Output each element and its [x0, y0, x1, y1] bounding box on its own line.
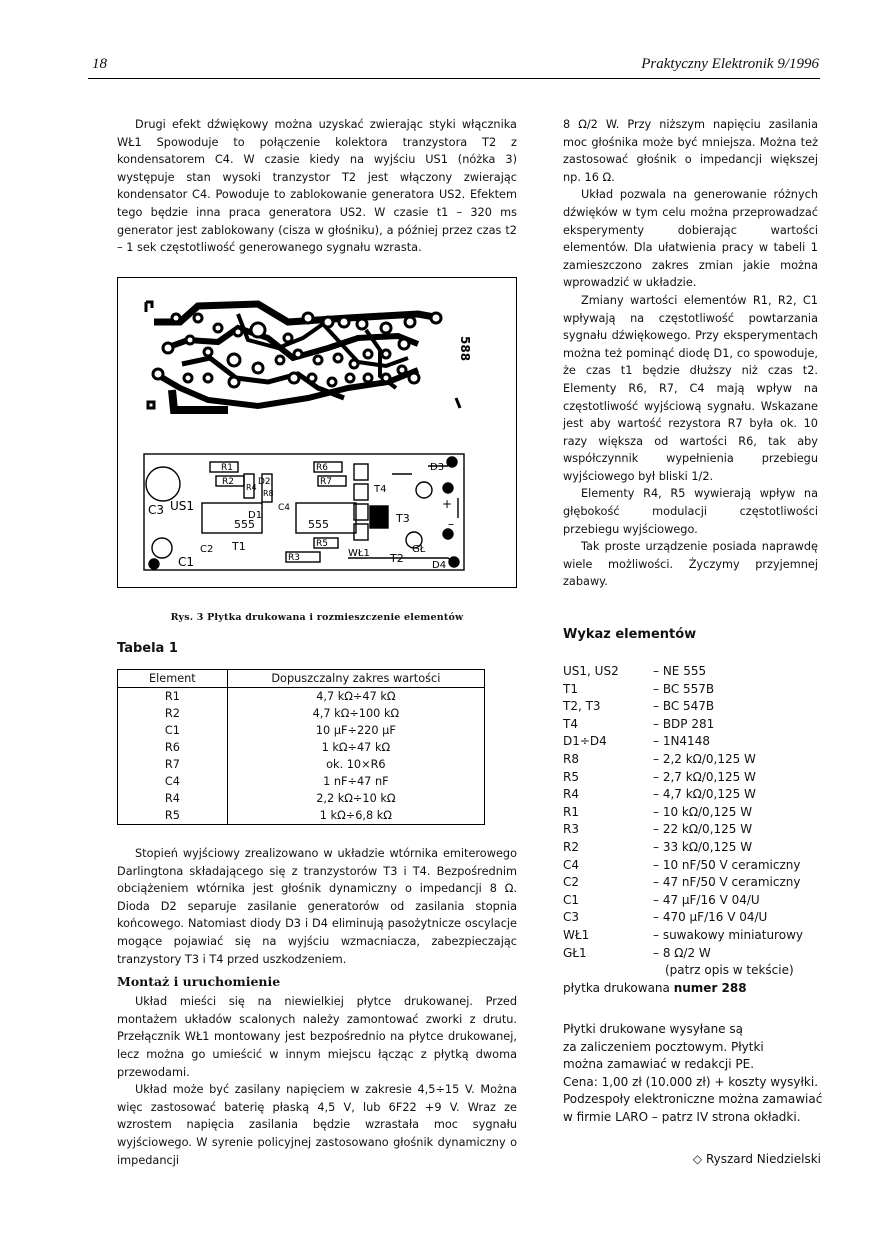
output-stage-paragraph: Stopień wyjściowy zrealizowano w układzie wtórnika emiterowego Darlingtona składającego się z tranzystorów T3 i T4. Bezpośrednim obciążeniem wtórnika jest głośnik dynamiczny o impedancji 8 Ω. Dioda D2 separuje zasilanie generatorów od zasilania stopnia końcowego. Natomiast diody D3 i D4 eliminują pasożytnicze oscylacje mogące pojawiać się na wyjściu wzmacniacza, zabezpieczając tranzystory T3 i T4 przed uszkodzeniem. — [117, 847, 517, 966]
label-r3: R3 — [288, 553, 300, 563]
right-paragraph-5: Tak proste urządzenie posiada naprawdę wiele możliwości. Życzymy przyjemnej zabawy. — [563, 540, 818, 589]
pcb-line-number: numer 288 — [673, 980, 747, 995]
pcb-line-prefix: płytka drukowana — [563, 980, 670, 995]
label-c3: C3 — [148, 503, 165, 517]
list-item — [563, 751, 823, 769]
order-line: za zaliczeniem pocztowym. Płytki — [563, 1039, 764, 1054]
left-column-lower — [117, 845, 517, 1169]
part-ref: T4 — [563, 716, 578, 731]
list-item — [563, 681, 823, 699]
label-t2: T2 — [390, 552, 404, 565]
table-cell: R1 — [118, 688, 228, 706]
pcb-number-label: 588 — [458, 336, 472, 362]
table-cell: R7 — [118, 756, 228, 773]
capacitor-c1-outline — [152, 538, 172, 558]
part-value: – 8 Ω/2 W — [653, 945, 711, 960]
table-row — [118, 790, 485, 807]
list-item — [563, 857, 823, 875]
list-item — [563, 839, 823, 857]
part-value: – 10 kΩ/0,125 W — [653, 804, 753, 819]
label-d1: D1 — [248, 510, 263, 521]
label-t3: T3 — [396, 512, 410, 525]
list-item — [563, 821, 823, 839]
table-cell: 4,7 kΩ÷47 kΩ — [227, 688, 484, 706]
list-item — [563, 927, 823, 945]
ordering-info — [563, 1021, 853, 1127]
order-line: Płytki drukowane wysyłane są — [563, 1022, 743, 1036]
right-column — [563, 116, 818, 591]
label-d3: D3 — [430, 462, 445, 473]
label-t1: T1 — [232, 540, 246, 553]
part-ref: C4 — [563, 857, 580, 872]
part-ref: R3 — [563, 822, 579, 837]
header-rule — [88, 78, 820, 79]
table-cell: R5 — [118, 807, 228, 825]
part-value: – BC 557B — [653, 681, 715, 696]
order-line: Cena: 1,00 zł (10.000 zł) + koszty wysyłki. — [563, 1074, 819, 1089]
part-value: – 47 nF/50 V ceramiczny — [653, 875, 801, 890]
section-heading: Montaż i uruchomienie — [117, 974, 281, 990]
table-cell: 4,7 kΩ÷100 kΩ — [227, 705, 484, 722]
part-value: – BDP 281 — [653, 716, 715, 731]
table-row — [118, 739, 485, 756]
capacitor-c3-outline — [146, 467, 180, 501]
assembly-paragraph-1: Układ mieści się na niewielkiej płytce drukowanej. Przed montażem układów scalonych należy zamontować zworki z drutu. Przełącznik WŁ1 montowany jest bezpośrednio na płytce drukowanej, lecz można go umieścić w innym miejscu łącząc z płytką dwoma przewodami. — [117, 995, 517, 1079]
part-ref: US1, US2 — [563, 664, 619, 678]
part-value: – 22 kΩ/0,125 W — [653, 822, 753, 837]
table-header-element: Element — [118, 670, 228, 688]
label-plus: + — [442, 497, 453, 511]
label-r5: R5 — [316, 539, 328, 549]
table-cell: 1 nF÷47 nF — [227, 773, 484, 790]
parts-list-heading: Wykaz elementów — [563, 627, 697, 642]
label-r6: R6 — [316, 463, 328, 473]
part-value: – 47 μF/16 V 04/U — [653, 892, 760, 907]
table-cell: 2,2 kΩ÷10 kΩ — [227, 790, 484, 807]
list-item — [563, 804, 823, 822]
part-value: – 4,7 kΩ/0,125 W — [653, 787, 756, 802]
label-r2: R2 — [222, 477, 234, 487]
label-r1: R1 — [221, 463, 233, 473]
pcb-line — [563, 980, 823, 998]
list-item — [563, 716, 823, 734]
right-paragraph-1: 8 Ω/2 W. Przy niższym napięciu zasilania moc głośnika może być mniejsza. Można też zastosować głośnik o impedancji większej np. 16 Ω. — [563, 118, 818, 184]
label-555-a: 555 — [234, 518, 255, 531]
table-row — [118, 756, 485, 773]
label-555-b: 555 — [308, 518, 329, 531]
part-ref: D1÷D4 — [563, 734, 607, 749]
order-line: w firmie LARO – patrz IV strona okładki. — [563, 1109, 801, 1124]
table-title: Tabela 1 — [117, 641, 178, 656]
table-cell: C4 — [118, 773, 228, 790]
pcb-drawing — [118, 278, 516, 587]
label-r4: R4 — [246, 483, 257, 492]
table-row — [118, 773, 485, 790]
part-ref: R2 — [563, 839, 579, 854]
pcb-copper-side — [146, 300, 466, 422]
table-row — [118, 705, 485, 722]
part-ref: WŁ1 — [563, 927, 590, 942]
table-cell: ok. 10×R6 — [227, 756, 484, 773]
assembly-paragraph-2: Układ może być zasilany napięciem w zakresie 4,5÷15 V. Można więc zastosować baterię płaską 4,5 V, lub 6F22 +9 V. Wraz ze wzrostem napięcia zasilania będzie wzrastała moc sygnału wyjściowego. W syrenie policyjnej zastosowano głośnik dynamiczny o impedancji — [117, 1083, 517, 1167]
right-paragraph-2: Układ pozwala na generowanie różnych dźwięków w tym celu można przeprowadzać eksperymenty dobierając wartości elementów. Dla ułatwienia pracy w tabeli 1 zamieszczono zakres zmian jakie można wprowadzić w układzie. — [563, 188, 818, 290]
table-row — [118, 688, 485, 706]
label-c2: C2 — [200, 544, 214, 555]
table-cell: 10 μF÷220 μF — [227, 722, 484, 739]
label-r8: R8 — [263, 489, 274, 498]
author: ◇ Ryszard Niedzielski — [692, 1152, 821, 1166]
part-ref: T2, T3 — [563, 699, 601, 714]
list-item — [563, 962, 823, 980]
part-ref: C3 — [563, 910, 580, 925]
table-cell: R6 — [118, 739, 228, 756]
table-cell: C1 — [118, 722, 228, 739]
label-c1: C1 — [178, 555, 195, 569]
part-ref: C1 — [563, 892, 580, 907]
part-ref: R1 — [563, 804, 579, 819]
part-value: – NE 555 — [653, 664, 707, 678]
table-cell: R4 — [118, 790, 228, 807]
part-value: – 2,2 kΩ/0,125 W — [653, 751, 756, 766]
page-number: 18 — [92, 56, 107, 72]
table-header-range: Dopuszczalny zakres wartości — [227, 670, 484, 688]
list-item — [563, 892, 823, 910]
label-d4: D4 — [432, 560, 447, 571]
list-item — [563, 733, 823, 751]
intro-paragraph: Drugi efekt dźwiękowy można uzyskać zwierając styki włącznika WŁ1 Spowoduje to połączenie kolektora tranzystora T2 z kondensatorem C4. W czasie kiedy na wyjściu US1 (nóżka 3) występuje stan wysoki tranzystor T2 jest włączony zwierając kondensator C4. Powoduje to zablokowanie generatora US2. Efektem tego będzie inna praca generatora US2. W czasie t1 – 320 ms generator jest zablokowany (cisza w głośniku), a później przez czas t2 – 1 sek częstotliwość generowanego sygnału wzrasta. — [117, 118, 517, 255]
part-value: – 1N4148 — [653, 734, 710, 749]
order-line: można zamawiać w redakcji PE. — [563, 1057, 755, 1072]
table-row — [118, 722, 485, 739]
pcb-component-labels — [148, 462, 454, 571]
part-ref: R8 — [563, 751, 579, 766]
parts-note: (patrz opis w tekście) — [665, 963, 794, 978]
part-value: – 10 nF/50 V ceramiczny — [653, 857, 801, 872]
list-item — [563, 769, 823, 787]
journal-title: Praktyczny Elektronik 9/1996 — [641, 56, 819, 72]
part-value: – suwakowy miniaturowy — [653, 927, 803, 942]
left-column — [117, 116, 517, 257]
label-wl1: WŁ1 — [348, 548, 370, 559]
list-item — [563, 786, 823, 804]
label-r7: R7 — [320, 477, 332, 487]
list-item — [563, 874, 823, 892]
part-value: – BC 547B — [653, 699, 715, 714]
figure-caption: Rys. 3 Płytka drukowana i rozmieszczenie elementów — [170, 612, 464, 623]
right-paragraph-4: Elementy R4, R5 wywierają wpływ na głębokość modulacji częstotliwości przebiegu wyjściowego. — [563, 487, 818, 536]
parts-list — [563, 663, 823, 997]
part-value: – 33 kΩ/0,125 W — [653, 839, 753, 854]
order-line: Podzespoły elektroniczne można zamawiać — [563, 1092, 823, 1107]
table-header-row — [118, 670, 485, 688]
label-us1: US1 — [170, 499, 195, 513]
table-row — [118, 807, 485, 825]
list-item — [563, 698, 823, 716]
pcb-figure — [117, 277, 517, 588]
list-item — [563, 909, 823, 927]
right-paragraph-3: Zmiany wartości elementów R1, R2, C1 wpływają na częstotliwość powtarzania sygnału dźwiękowego. Przy eksperymentach można też pominąć diodę D1, co spowoduje, że czas t1 będzie dłuższy niż czas t2. Elementy R6, R7, C4 mają wpływ na częstotliwość wyjściową sygnału. Wskazane jest aby wartość rezystora R7 była ok. 10 razy większa od wartości R6, tak aby współczynnik wypełnienia przebiegu wyjściowego był bliski 1/2. — [563, 293, 818, 483]
part-ref: GŁ1 — [563, 945, 587, 960]
table-cell: 1 kΩ÷6,8 kΩ — [227, 807, 484, 825]
label-c4: C4 — [278, 503, 291, 513]
part-value: – 2,7 kΩ/0,125 W — [653, 769, 756, 784]
table-1 — [117, 669, 485, 825]
table-cell: 1 kΩ÷47 kΩ — [227, 739, 484, 756]
label-gl: GŁ — [412, 544, 426, 555]
part-ref: C2 — [563, 875, 580, 890]
part-ref: T1 — [563, 681, 578, 696]
label-t4: T4 — [374, 484, 387, 495]
part-ref: R5 — [563, 769, 579, 784]
part-value: – 470 μF/16 V 04/U — [653, 910, 768, 925]
list-item — [563, 663, 823, 681]
list-item — [563, 945, 823, 963]
label-d2: D2 — [258, 477, 271, 487]
label-minus: – — [448, 517, 454, 531]
part-ref: R4 — [563, 787, 579, 802]
table-cell: R2 — [118, 705, 228, 722]
